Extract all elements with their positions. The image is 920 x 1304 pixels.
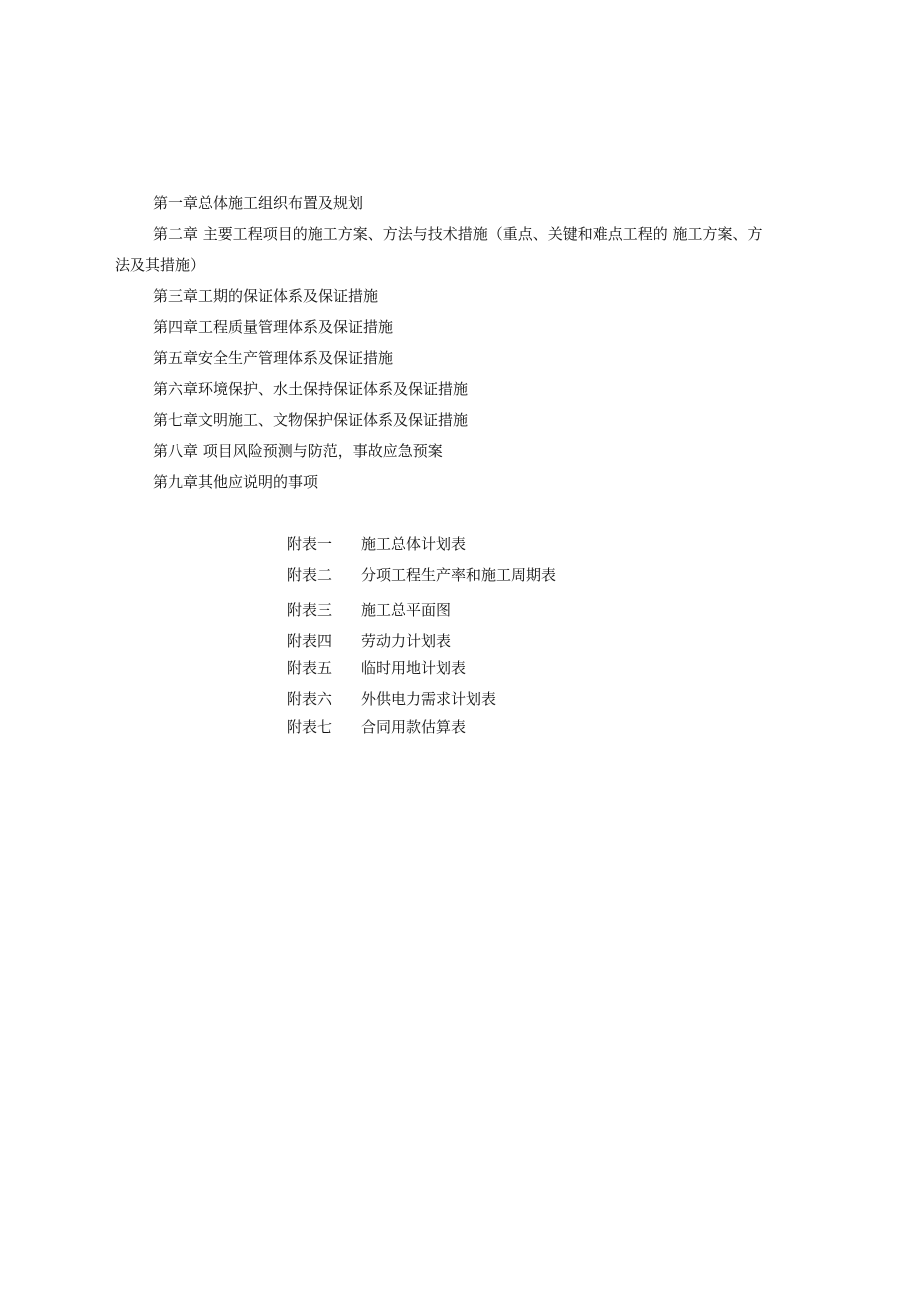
chapter-9: 第九章其他应说明的事项 bbox=[153, 473, 319, 491]
chapter-8: 第八章 项目风险预测与防范，事故应急预案 bbox=[153, 442, 443, 460]
appendix-code: 附表六 bbox=[287, 690, 333, 708]
chapter-4: 第四章工程质量管理体系及保证措施 bbox=[153, 318, 394, 336]
appendix-title: 施工总体计划表 bbox=[361, 535, 467, 553]
appendix-code: 附表四 bbox=[287, 632, 333, 650]
chapter-7: 第七章文明施工、文物保护保证体系及保证措施 bbox=[153, 411, 469, 429]
appendix-code: 附表二 bbox=[287, 566, 333, 584]
chapter-6: 第六章环境保护、水土保持保证体系及保证措施 bbox=[153, 380, 469, 398]
chapter-list bbox=[115, 188, 775, 498]
appendix-3 bbox=[287, 600, 451, 620]
appendix-5 bbox=[287, 658, 466, 678]
appendix-title: 分项工程生产率和施工周期表 bbox=[361, 566, 557, 584]
chapter-2: 第二章 主要工程项目的施工方案、方法与技术措施（重点、关键和难点工程的 施工方案、方法及其措施） bbox=[115, 225, 763, 274]
chapter-5: 第五章安全生产管理体系及保证措施 bbox=[153, 349, 394, 367]
appendix-4 bbox=[287, 631, 451, 651]
chapter-1: 第一章总体施工组织布置及规划 bbox=[153, 194, 364, 212]
appendix-title: 合同用款估算表 bbox=[361, 718, 467, 736]
chapter-3: 第三章工期的保证体系及保证措施 bbox=[153, 287, 379, 305]
appendix-7 bbox=[287, 717, 466, 737]
appendix-title: 劳动力计划表 bbox=[361, 632, 452, 650]
appendix-title: 临时用地计划表 bbox=[361, 659, 467, 677]
appendix-code: 附表三 bbox=[287, 601, 333, 619]
appendix-code: 附表七 bbox=[287, 718, 333, 736]
appendix-2 bbox=[287, 565, 556, 585]
appendix-title: 施工总平面图 bbox=[361, 601, 452, 619]
appendix-1 bbox=[287, 534, 466, 554]
appendix-code: 附表一 bbox=[287, 535, 333, 553]
appendix-title: 外供电力需求计划表 bbox=[361, 690, 497, 708]
appendix-6 bbox=[287, 689, 496, 709]
appendix-code: 附表五 bbox=[287, 659, 333, 677]
